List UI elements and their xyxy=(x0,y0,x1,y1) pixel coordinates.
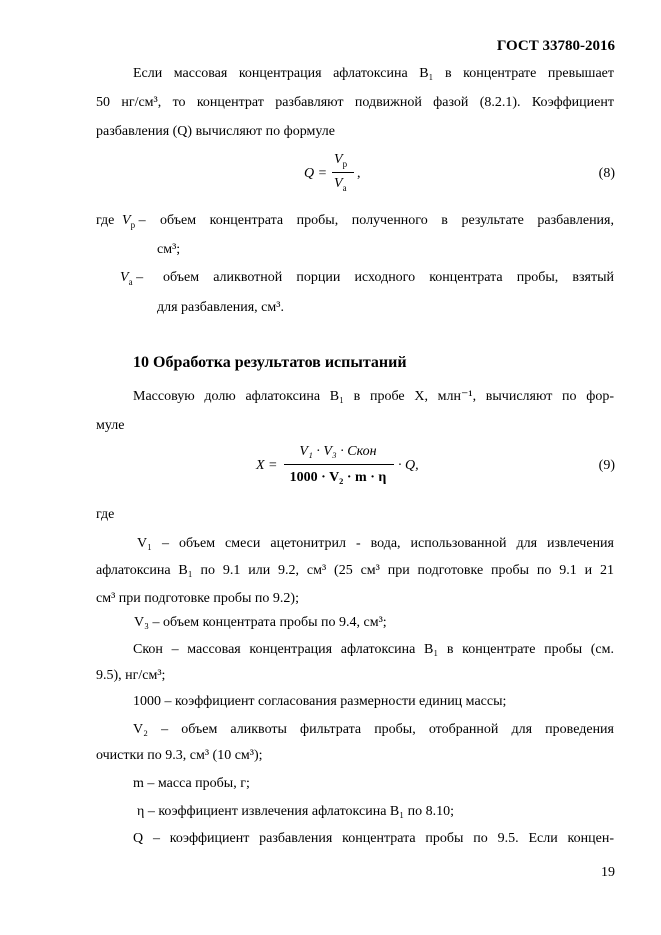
where-label: где xyxy=(96,507,115,522)
definition-line: Cкон – массовая концентрация афлатоксина В₁ в концентрате пробы (см. xyxy=(133,642,614,657)
definition-line: V₁ – объем смеси ацетонитрил - вода, использованной для извлечения xyxy=(137,536,614,551)
formula-tail: , xyxy=(357,166,361,181)
formula-numerator: $V_р$ xyxy=(334,152,348,169)
definition-line: V₂ – объем аликвоты фильтрата пробы, отобранной для проведения xyxy=(133,722,614,737)
definition-line: m – масса пробы, г; xyxy=(133,776,250,791)
definition-line: см³ при подготовке пробы по 9.2); xyxy=(96,591,299,606)
symbol-va: $V_а$ – xyxy=(120,270,144,287)
definition-line: см³; xyxy=(157,242,181,257)
formula-tail: · Q, xyxy=(398,458,419,473)
paragraph-line: 50 нг/см³, то концентрат разбавляют подвижной фазой (8.2.1). Коэффициент xyxy=(96,95,614,110)
equation-number: (8) xyxy=(598,166,615,181)
fraction-bar xyxy=(284,464,394,465)
definition-line: объем концентрата пробы, полученного в результате разбавления, xyxy=(160,213,614,228)
definition-line: V₃ – объем концентрата пробы по 9.4, см³; xyxy=(134,615,387,630)
formula-denominator: 1000 · V₂ · m · η xyxy=(289,470,387,485)
definition-line: 9.5), нг/см³; xyxy=(96,668,166,683)
page-number: 19 xyxy=(601,865,615,880)
paragraph-line: разбавления (Q) вычисляют по формуле xyxy=(96,124,335,139)
paragraph-line: Массовую долю афлатоксина В₁ в пробе X, млн⁻¹, вычисляют по фор- xyxy=(133,389,614,404)
section-heading: 10 Обработка результатов испытаний xyxy=(133,354,407,371)
equation-number: (9) xyxy=(598,458,615,473)
fraction-bar xyxy=(332,172,354,173)
symbol-vp: $V_р$ – xyxy=(122,213,146,230)
definition-line: для разбавления, см³. xyxy=(157,300,284,315)
definition-line: объем аликвотной порции исходного концентрата пробы, взятый xyxy=(163,270,614,285)
formula-numerator: V₁ · V₃ · Cкон xyxy=(299,444,377,459)
paragraph-line: Если массовая концентрация афлатоксина В₁ в концентрате превышает xyxy=(133,66,614,81)
definition-line: η – коэффициент извлечения афлатоксина В₁ по 8.10; xyxy=(137,804,455,819)
document-id: ГОСТ 33780-2016 xyxy=(496,38,615,54)
definition-line: афлатоксина В₁ по 9.1 или 9.2, см³ (25 см³ при подготовке пробы по 9.1 и 21 xyxy=(96,563,614,578)
definition-line: Q – коэффициент разбавления концентрата пробы по 9.5. Если концен- xyxy=(133,831,614,846)
definition-line: 1000 – коэффициент согласования размерности единиц массы; xyxy=(133,694,507,709)
where-label: где xyxy=(96,213,115,228)
formula-lhs: X = xyxy=(256,458,278,473)
paragraph-line: муле xyxy=(96,418,125,433)
formula-lhs: Q = xyxy=(304,166,328,181)
definition-line: очистки по 9.3, см³ (10 см³); xyxy=(96,748,263,763)
formula-denominator: $V_а$ xyxy=(334,176,347,193)
